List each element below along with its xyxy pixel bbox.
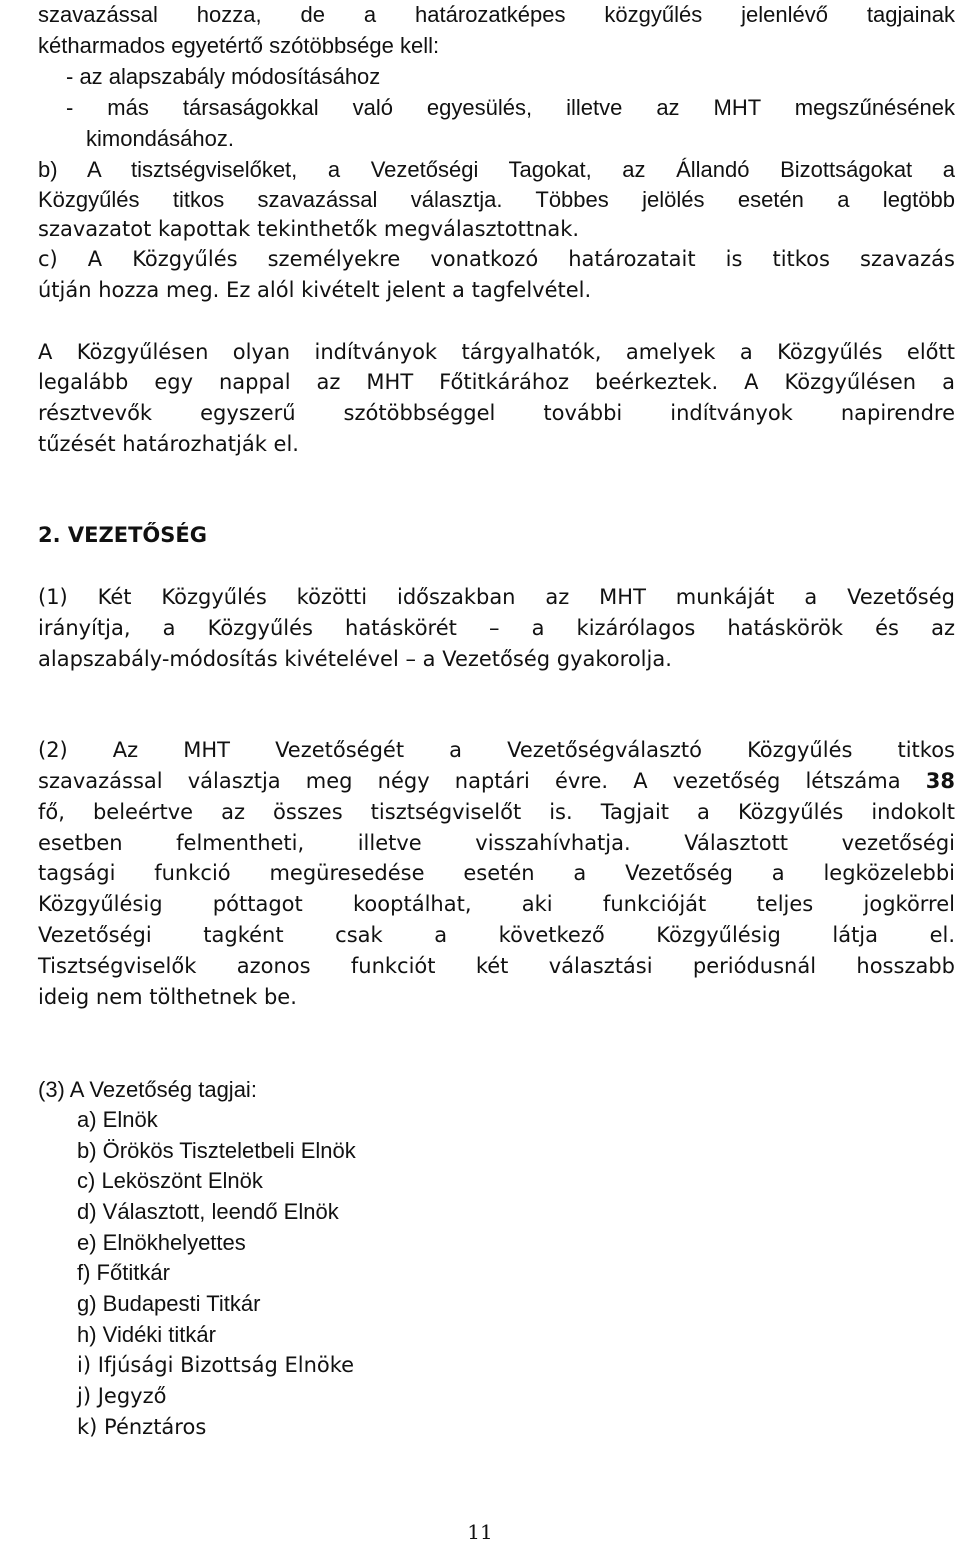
text-line: irányítja, a Közgyűlés hatáskörét – a kizárólagos hatáskörök és az (38, 616, 955, 640)
list-item: - más társaságokkal való egyesülés, illetve az MHT megszűnésének (66, 95, 955, 120)
text-line: c) A Közgyűlés személyekre vonatkozó határozatait is titkos szavazás (38, 247, 955, 271)
text-span: legalább egy nappal az MHT Főtitkárához beérkeztek. (38, 370, 719, 394)
text-span: Ez alól kivételt jelent a tagfelvétel. (219, 278, 592, 302)
text-line: tagsági funkció megüresedése esetén a Vezetőség a legközelebbi (38, 861, 955, 885)
text-line (38, 797, 955, 828)
text-line: ideig nem tölthetnek be. (38, 985, 297, 1009)
list-item: g) Budapesti Titkár (77, 1291, 261, 1316)
text-span: Tagjait a Közgyűlés indokolt (572, 800, 955, 824)
text-span: szavazással választja meg négy naptári évre. (38, 769, 609, 793)
text-line: Közgyűlésig póttagot kooptálhat, aki funkcióját teljes jogkörrel (38, 892, 955, 916)
text-line: szavazással hozza, de a határozatképes közgyűlés jelenlévő tagjainak (38, 2, 955, 27)
list-item: d) Választott, leendő Elnök (77, 1199, 339, 1224)
text-line: Tisztségviselők azonos funkciót két választási periódusnál hosszabb (38, 954, 955, 978)
list-item: k) Pénztáros (77, 1415, 207, 1439)
text-line (38, 766, 955, 797)
text-span: (3) A Vezetőség tagjai: (38, 1077, 257, 1102)
text-line (38, 275, 955, 306)
page-number: 11 (467, 1520, 493, 1544)
text-line: Vezetőségi tagként csak a következő Közgyűlésig látja el. (38, 923, 955, 947)
text-line: résztvevők egyszerű szótöbbséggel további indítványok napirendre (38, 401, 955, 425)
list-item: h) Vidéki titkár (77, 1322, 216, 1347)
member-count: 38 (925, 769, 955, 793)
text-line: (1) Két Közgyűlés közötti időszakban az MHT munkáját a Vezetőség (38, 585, 955, 609)
text-line: szavazatot kapottak tekinthetők megválasztottnak. (38, 217, 580, 241)
list-item: - az alapszabály módosításához (66, 64, 381, 89)
list-item: i) Ifjúsági Bizottság Elnöke (77, 1353, 355, 1377)
text-line (38, 184, 955, 215)
text-line: alapszabály-módosítás kivételével – a Vezetőség gyakorolja. (38, 647, 672, 671)
text-span: útján hozza meg. (38, 278, 220, 302)
list-item: e) Elnökhelyettes (77, 1230, 246, 1255)
text-line: (2) Az MHT Vezetőségét a Vezetőségválasztó Közgyűlés titkos (38, 738, 955, 762)
text-line: esetben felmentheti, illetve visszahívhatja. Választott vezetőségi (38, 831, 955, 855)
text-span: fő, beleértve az összes tisztségviselőt is. (38, 800, 573, 824)
section-heading: 2. VEZETŐSÉG (38, 523, 207, 547)
list-item: b) Örökös Tiszteletbeli Elnök (77, 1138, 356, 1163)
text-line: kétharmados egyetértő szótöbbsége kell: (38, 33, 440, 58)
text-span: Többes jelölés esetén a legtöbb (502, 187, 955, 212)
list-item: a) Elnök (77, 1107, 158, 1132)
list-item: j) Jegyző (77, 1384, 167, 1408)
text-line: kimondásához. (86, 126, 234, 151)
text-span: Közgyűlés titkos szavazással választja. (38, 187, 503, 212)
list-item: c) Leköszönt Elnök (77, 1168, 263, 1193)
text-line (38, 367, 955, 398)
text-line: b) A tisztségviselőket, a Vezetőségi Tagokat, az Állandó Bizottságokat a (38, 157, 955, 182)
list-item: f) Főtitkár (77, 1260, 170, 1285)
text-line: A Közgyűlésen olyan indítványok tárgyalhatók, amelyek a Közgyűlés előtt (38, 340, 955, 364)
text-line: tűzését határozhatják el. (38, 432, 299, 456)
text-span: A Közgyűlésen a (718, 370, 955, 394)
text-line (38, 1074, 955, 1106)
text-span: A vezetőség létszáma (608, 769, 926, 793)
